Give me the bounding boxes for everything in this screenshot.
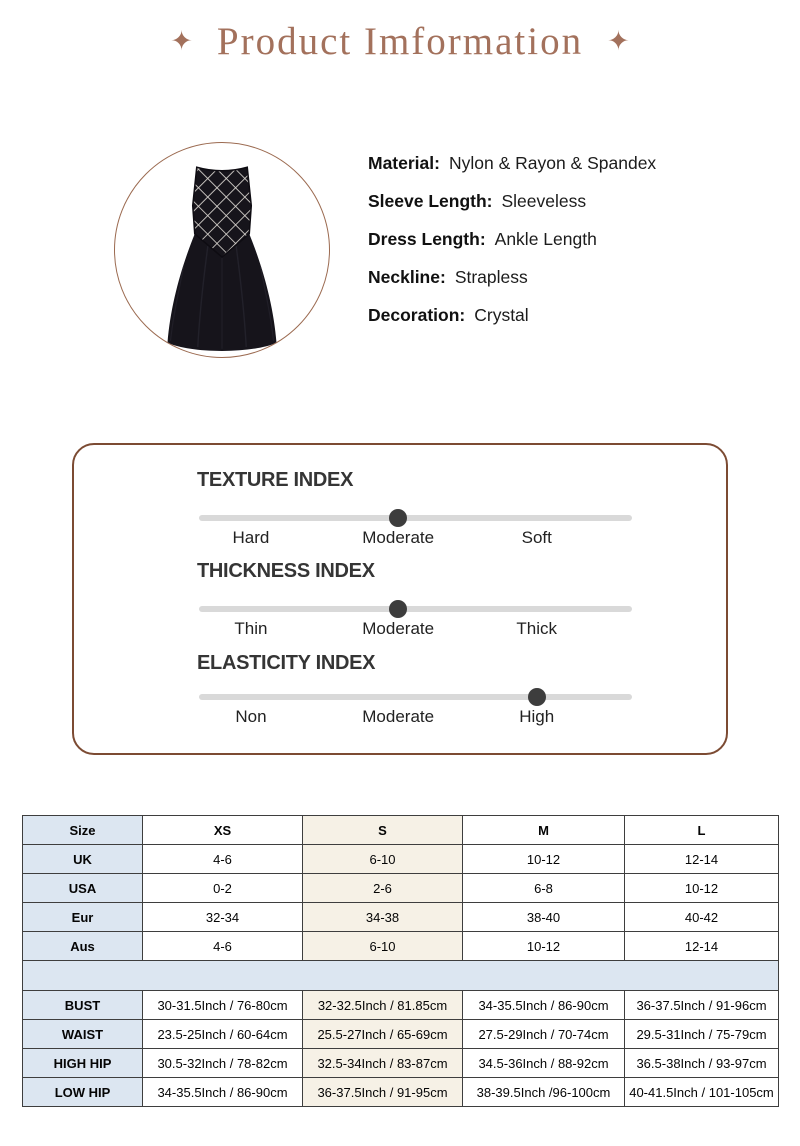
elasticity-index-title: ELASTICITY INDEX (197, 652, 376, 674)
value-cell: 34.5-36Inch / 88-92cm (463, 1049, 625, 1078)
thickness-slider-handle[interactable] (389, 600, 407, 618)
product-image-circle (114, 142, 330, 358)
row-label-cell: HIGH HIP (23, 1049, 143, 1078)
fabric-index-panel (72, 443, 728, 755)
detail-label: Decoration: (368, 305, 466, 325)
detail-value: Crystal (474, 305, 529, 325)
dress-image (115, 143, 329, 357)
slider-label: Non (235, 707, 267, 726)
row-label-cell: LOW HIP (23, 1078, 143, 1107)
detail-label: Dress Length: (368, 229, 486, 249)
value-cell: 4-6 (143, 932, 303, 961)
header-cell-size: Size (23, 816, 143, 845)
row-label-cell: USA (23, 874, 143, 903)
page-header (0, 12, 800, 70)
detail-row-material (368, 144, 768, 182)
value-cell: 32-32.5Inch / 81.85cm (303, 991, 463, 1020)
value-cell: 10-12 (625, 874, 779, 903)
slider-label: Moderate (362, 619, 435, 638)
texture-index-title: TEXTURE INDEX (197, 469, 354, 491)
value-cell: 36.5-38Inch / 93-97cm (625, 1049, 779, 1078)
value-cell: 23.5-25Inch / 60-64cm (143, 1020, 303, 1049)
value-cell: 38-39.5Inch /96-100cm (463, 1078, 625, 1107)
detail-row-dress-length (368, 220, 768, 258)
value-cell: 12-14 (625, 932, 779, 961)
value-cell: 36-37.5Inch / 91-96cm (625, 991, 779, 1020)
slider-label: Moderate (362, 528, 435, 547)
table-header-row (23, 816, 779, 845)
value-cell: 6-10 (303, 932, 463, 961)
value-cell: 27.5-29Inch / 70-74cm (463, 1020, 625, 1049)
sparkle-right-icon: ✦ (607, 25, 630, 56)
detail-label: Neckline: (368, 267, 446, 287)
slider-track (199, 515, 632, 521)
texture-slider-labels (199, 526, 632, 550)
value-cell: 2-6 (303, 874, 463, 903)
spacer-cell (23, 961, 779, 991)
slider-label: Thin (234, 619, 268, 638)
value-cell: 25.5-27Inch / 65-69cm (303, 1020, 463, 1049)
header-cell-m: M (463, 816, 625, 845)
slider-track (199, 694, 632, 700)
row-label-cell: Aus (23, 932, 143, 961)
value-cell: 32-34 (143, 903, 303, 932)
page-title: Product Imformation (216, 19, 584, 63)
value-cell: 30.5-32Inch / 78-82cm (143, 1049, 303, 1078)
value-cell: 36-37.5Inch / 91-95cm (303, 1078, 463, 1107)
value-cell: 40-41.5Inch / 101-105cm (625, 1078, 779, 1107)
slider-label: Hard (232, 528, 270, 547)
detail-row-sleeve-length (368, 182, 768, 220)
elasticity-slider-handle[interactable] (528, 688, 546, 706)
value-cell: 34-38 (303, 903, 463, 932)
row-label-cell: WAIST (23, 1020, 143, 1049)
value-cell: 32.5-34Inch / 83-87cm (303, 1049, 463, 1078)
detail-row-neckline (368, 258, 768, 296)
value-cell: 34-35.5Inch / 86-90cm (143, 1078, 303, 1107)
value-cell: 10-12 (463, 845, 625, 874)
header-cell-l: L (625, 816, 779, 845)
thickness-slider-labels (199, 617, 632, 641)
header-cell-s: S (303, 816, 463, 845)
table-row-eur (23, 903, 779, 932)
table-row-uk (23, 845, 779, 874)
value-cell: 6-10 (303, 845, 463, 874)
thickness-index-title: THICKNESS INDEX (197, 560, 375, 582)
detail-row-decoration (368, 296, 768, 334)
row-label-cell: BUST (23, 991, 143, 1020)
value-cell: 29.5-31Inch / 75-79cm (625, 1020, 779, 1049)
table-spacer-row (23, 961, 779, 991)
value-cell: 34-35.5Inch / 86-90cm (463, 991, 625, 1020)
size-chart-table (22, 815, 779, 1107)
slider-label: Moderate (362, 707, 435, 726)
row-label-cell: Eur (23, 903, 143, 932)
slider-label: Thick (516, 619, 558, 638)
detail-value: Sleeveless (501, 191, 587, 211)
detail-value: Ankle Length (494, 229, 597, 249)
detail-value: Nylon & Rayon & Spandex (448, 153, 657, 173)
value-cell: 40-42 (625, 903, 779, 932)
value-cell: 30-31.5Inch / 76-80cm (143, 991, 303, 1020)
table-row-waist (23, 1020, 779, 1049)
table-row-high-hip (23, 1049, 779, 1078)
detail-label: Material: (368, 153, 440, 173)
elasticity-index-slider (199, 687, 632, 707)
table-row-aus (23, 932, 779, 961)
slider-label: High (519, 707, 555, 726)
texture-index-slider (199, 508, 632, 528)
table-row-low-hip (23, 1078, 779, 1107)
slider-label: Soft (521, 528, 552, 547)
product-details (368, 144, 768, 334)
value-cell: 12-14 (625, 845, 779, 874)
value-cell: 10-12 (463, 932, 625, 961)
value-cell: 6-8 (463, 874, 625, 903)
elasticity-slider-labels (199, 705, 632, 729)
value-cell: 0-2 (143, 874, 303, 903)
detail-value: Strapless (454, 267, 528, 287)
table-row-usa (23, 874, 779, 903)
texture-slider-handle[interactable] (389, 509, 407, 527)
thickness-index-slider (199, 599, 632, 619)
sparkle-left-icon: ✦ (170, 25, 193, 56)
slider-track (199, 606, 632, 612)
header-cell-xs: XS (143, 816, 303, 845)
value-cell: 4-6 (143, 845, 303, 874)
row-label-cell: UK (23, 845, 143, 874)
detail-label: Sleeve Length: (368, 191, 493, 211)
value-cell: 38-40 (463, 903, 625, 932)
table-row-bust (23, 991, 779, 1020)
